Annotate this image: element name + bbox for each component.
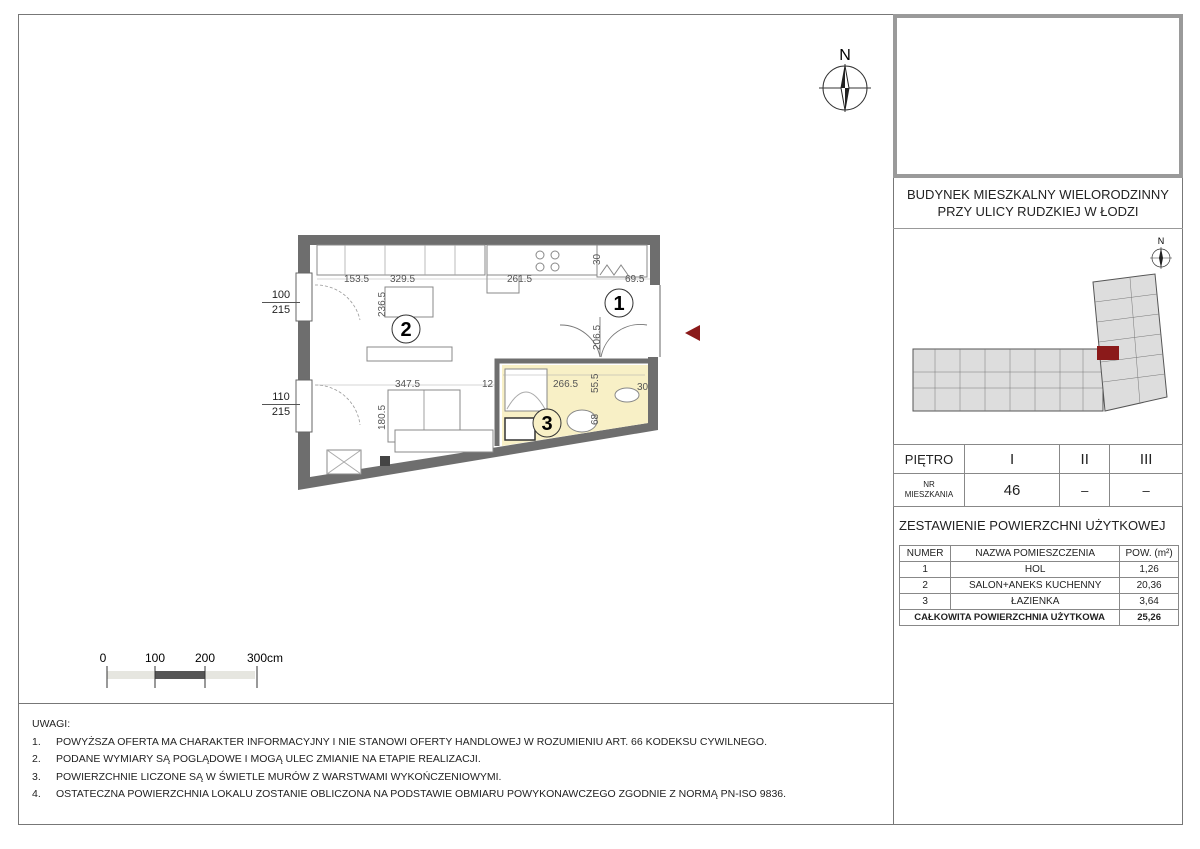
entry-opening <box>647 285 663 357</box>
note-item: 2. PODANE WYMIARY SĄ POGLĄDOWE I MOGĄ ULEC ZMIANIE NA ETAPIE REALIZACJI. <box>32 753 481 765</box>
unit-value: – <box>1060 474 1110 507</box>
unit-value: – <box>1110 474 1183 507</box>
dimension-label: 30 <box>637 382 649 393</box>
floor-table <box>893 444 1183 507</box>
column-header: POW. (m²) <box>1120 546 1179 562</box>
dimension-label: 347.5 <box>395 379 421 390</box>
table-row: 2 SALON+ANEKS KUCHENNY 20,36 <box>900 578 1179 594</box>
scale-label: 0 <box>99 651 107 665</box>
floor-col: II <box>1060 445 1110 474</box>
total-row <box>900 610 1179 626</box>
washing-machine <box>505 418 535 440</box>
window-height: 215 <box>271 406 291 418</box>
building-title: BUDYNEK MIESZKALNY WIELORODZINNY PRZY ULICY RUDZKIEJ W ŁODZI <box>907 187 1169 219</box>
scale-label: 100 <box>144 651 166 665</box>
note-item: 3. POWIERZCHNIE LICZONE SĄ W ŚWIETLE MURÓW Z WARSTWAMI WYKOŃCZENIOWYMI. <box>32 770 502 783</box>
notes-heading: UWAGI: <box>32 718 71 730</box>
notes <box>32 716 882 804</box>
key-plan-compass-icon <box>1150 247 1172 269</box>
floor-plan <box>255 225 715 500</box>
thumbnail-box <box>893 14 1183 178</box>
highlighted-unit <box>1097 346 1119 360</box>
toilet <box>615 388 639 402</box>
building-key-plan <box>905 232 1175 437</box>
window-width: 110 <box>262 390 300 405</box>
room-number-2: 2 <box>400 319 412 341</box>
dimension-label: 153.5 <box>344 274 370 285</box>
dimension-label: 69.5 <box>625 274 645 285</box>
scale-label: 200 <box>194 651 216 665</box>
divider <box>893 228 1183 229</box>
dimension-label: 261.5 <box>507 274 533 285</box>
key-plan-north-label: N <box>1157 236 1165 246</box>
socket <box>380 456 390 466</box>
dimension-label: 55.5 <box>590 373 601 393</box>
table-row: 1 HOL 1,26 <box>900 562 1179 578</box>
unit-label: NR MIESZKANIA <box>894 474 965 507</box>
note-item: 1. POWYŻSZA OFERTA MA CHARAKTER INFORMACYJNY I NIE STANOWI OFERTY HANDLOWEJ W ROZUMIENIU ART. 66 KODEKSU CYWILNEGO. <box>32 735 767 748</box>
dimension-label: 180.5 <box>377 404 388 430</box>
note-item: 4. OSTATECZNA POWIERZCHNIA LOKALU ZOSTANIE OBLICZONA NA PODSTAWIE OBMIARU POWYKONAWCZEGO ZGODNIE Z NORMĄ PN-ISO 9836. <box>32 788 787 800</box>
tv-cabinet <box>367 347 452 361</box>
dimension-label: 236.5 <box>377 291 388 317</box>
total-label: CAŁKOWITA POWIERZCHNIA UŻYTKOWA <box>900 610 1120 626</box>
dimension-label: 30 <box>592 253 603 265</box>
scale-label: 300cm <box>246 651 284 665</box>
dimension-label: 206.5 <box>592 324 603 350</box>
dimension-label: 68 <box>590 413 601 425</box>
dimension-label: 329.5 <box>390 274 416 285</box>
unit-value: 46 <box>965 474 1060 507</box>
wardrobe <box>597 245 647 277</box>
room-number-1: 1 <box>613 293 625 315</box>
total-value: 25,26 <box>1120 610 1179 626</box>
compass-north-label: N <box>839 47 851 64</box>
dimension-label: 12 <box>482 379 494 390</box>
floor-label: PIĘTRO <box>894 445 965 474</box>
area-summary-heading: ZESTAWIENIE POWIERZCHNI UŻYTKOWEJ <box>899 518 1166 533</box>
column-header: NUMER <box>900 546 951 562</box>
kitchen-counter <box>317 245 485 275</box>
floor-col: III <box>1110 445 1183 474</box>
window-height: 215 <box>271 304 291 316</box>
window-width: 100 <box>262 288 300 303</box>
floor-col: I <box>965 445 1060 474</box>
window-label-2 <box>262 390 300 419</box>
room-number-3: 3 <box>541 413 553 435</box>
area-table <box>899 545 1179 626</box>
compass-icon <box>815 44 875 114</box>
scale-bar <box>95 646 315 696</box>
table-row: 3 ŁAZIENKA 3,64 <box>900 594 1179 610</box>
dining-table <box>385 287 433 317</box>
dimension-label: 266.5 <box>553 379 579 390</box>
window-label-1 <box>262 288 300 317</box>
column-header: NAZWA POMIESZCZENIA <box>951 546 1120 562</box>
entry-marker-icon <box>685 325 700 341</box>
